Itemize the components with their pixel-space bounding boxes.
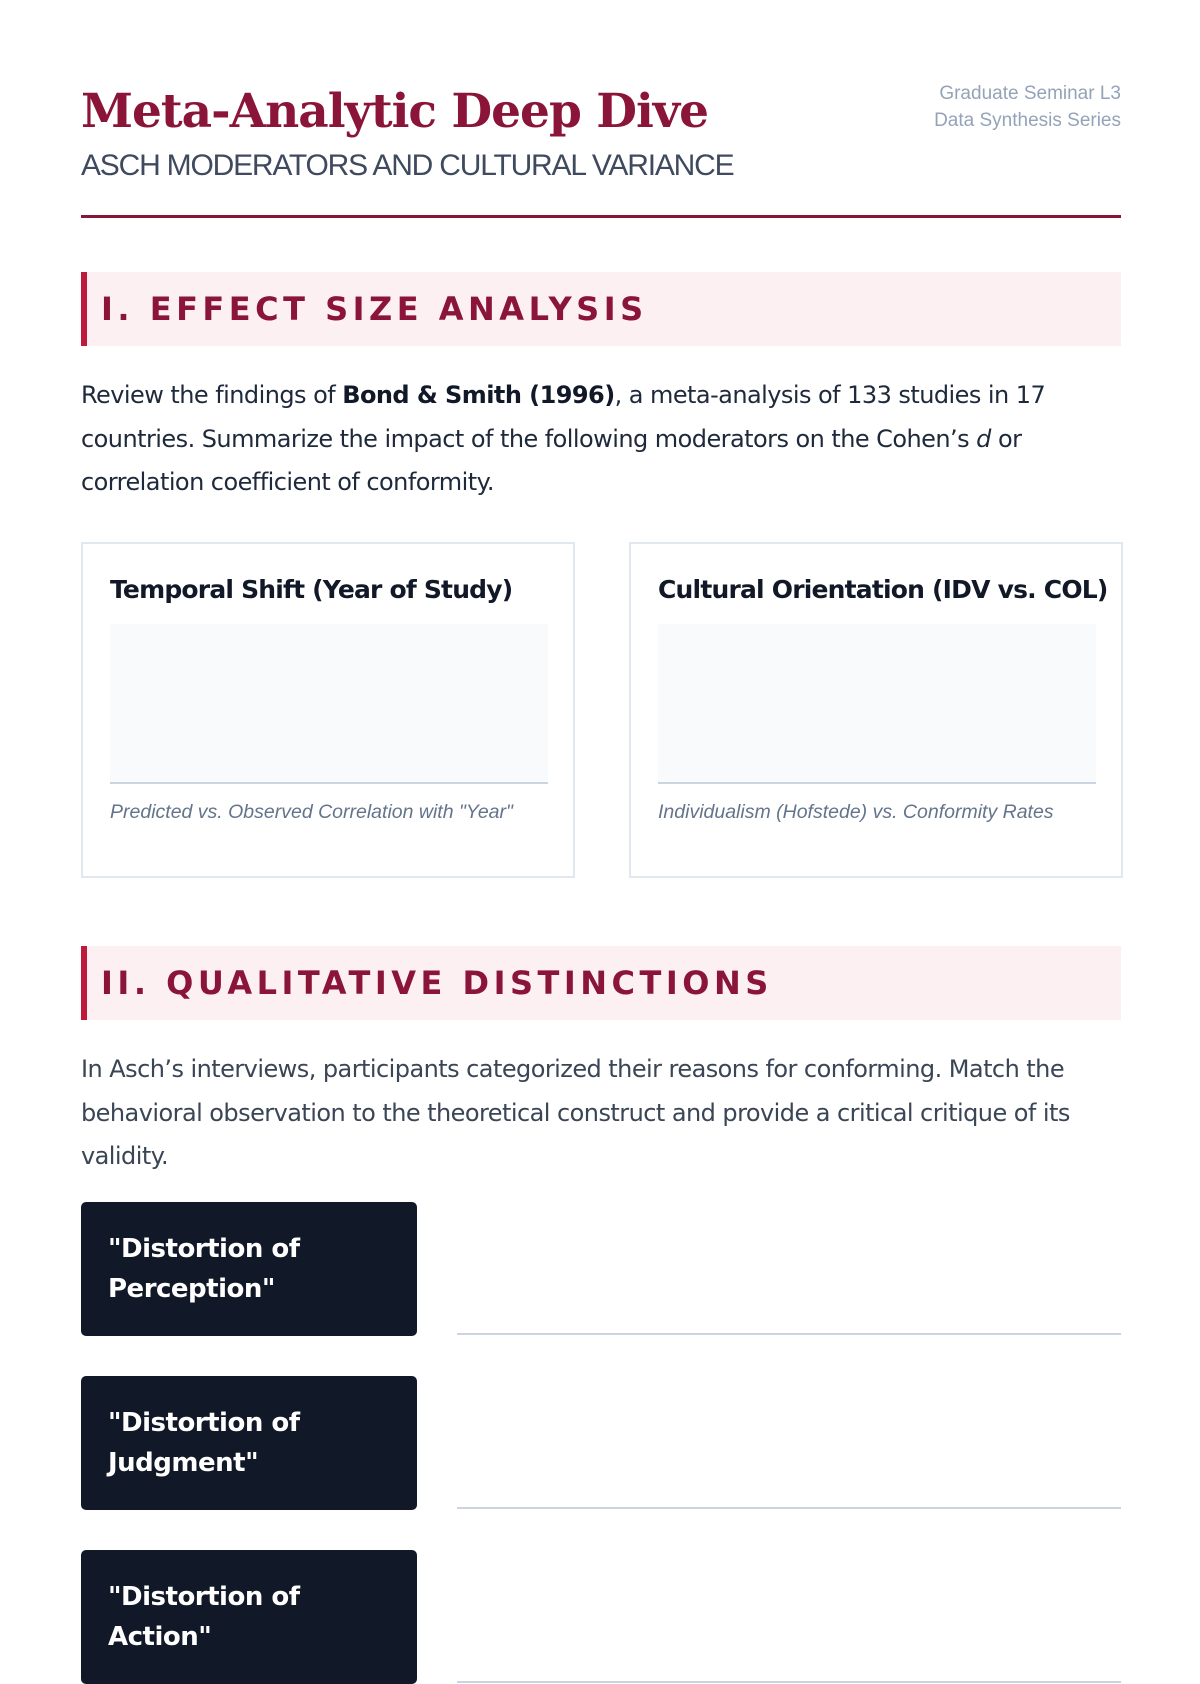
section-heading-qualitative [81, 946, 1121, 1020]
section-heading-effect-size [81, 272, 1121, 346]
answer-line[interactable] [457, 1681, 1121, 1683]
card-caption: Predicted vs. Observed Correlation with "Year" [110, 801, 513, 823]
match-row [81, 1376, 1121, 1510]
answer-line[interactable] [457, 1507, 1121, 1509]
qualitative-instructions: In Asch’s interviews, participants categorized their reasons for conforming. Match the behavioral observation to the theoretical construct and provide a critical critique of its validity. [81, 1055, 1070, 1170]
match-row [81, 1202, 1121, 1336]
card-caption: Individualism (Hofstede) vs. Conformity Rates [658, 801, 1054, 823]
construct-label-box [81, 1550, 417, 1684]
page-title: Meta-Analytic Deep Dive [81, 84, 709, 139]
construct-label-box [81, 1202, 417, 1336]
worksheet-page [81, 0, 1121, 1652]
card-title: Cultural Orientation (IDV vs. COL) [658, 575, 1108, 604]
page-header [81, 0, 1121, 218]
temporal-shift-card [81, 542, 575, 878]
instruction-text: or correlation coefficient of conformity. [81, 424, 1022, 496]
cultural-orientation-card [629, 542, 1123, 878]
card-title: Temporal Shift (Year of Study) [110, 575, 513, 604]
effect-size-instructions [81, 374, 1121, 505]
answer-line[interactable] [457, 1333, 1121, 1335]
course-level: Graduate Seminar L3 [939, 83, 1121, 104]
instruction-text: Review the findings of [81, 381, 343, 409]
construct-label: "Distortion of Perception" [108, 1234, 300, 1304]
construct-label-box [81, 1376, 417, 1510]
temporal-shift-plot-area[interactable] [110, 624, 548, 784]
series-info [934, 80, 1121, 134]
instruction-text: , a meta-analysis of 133 studies in 17 countries. Summarize the impact of the following moderators on the Cohen’s [81, 381, 1046, 453]
construct-label: "Distortion of Judgment" [108, 1408, 300, 1478]
citation: Bond & Smith (1996) [342, 381, 615, 409]
cultural-orientation-plot-area[interactable] [658, 624, 1096, 784]
section-heading-text: I. EFFECT SIZE ANALYSIS [101, 290, 648, 328]
construct-label: "Distortion of Action" [108, 1582, 300, 1652]
match-row [81, 1550, 1121, 1684]
section-heading-text: II. QUALITATIVE DISTINCTIONS [101, 964, 773, 1002]
statistic-symbol: d [976, 424, 991, 453]
series-name: Data Synthesis Series [934, 110, 1121, 131]
page-subtitle: ASCH MODERATORS AND CULTURAL VARIANCE [81, 149, 734, 182]
